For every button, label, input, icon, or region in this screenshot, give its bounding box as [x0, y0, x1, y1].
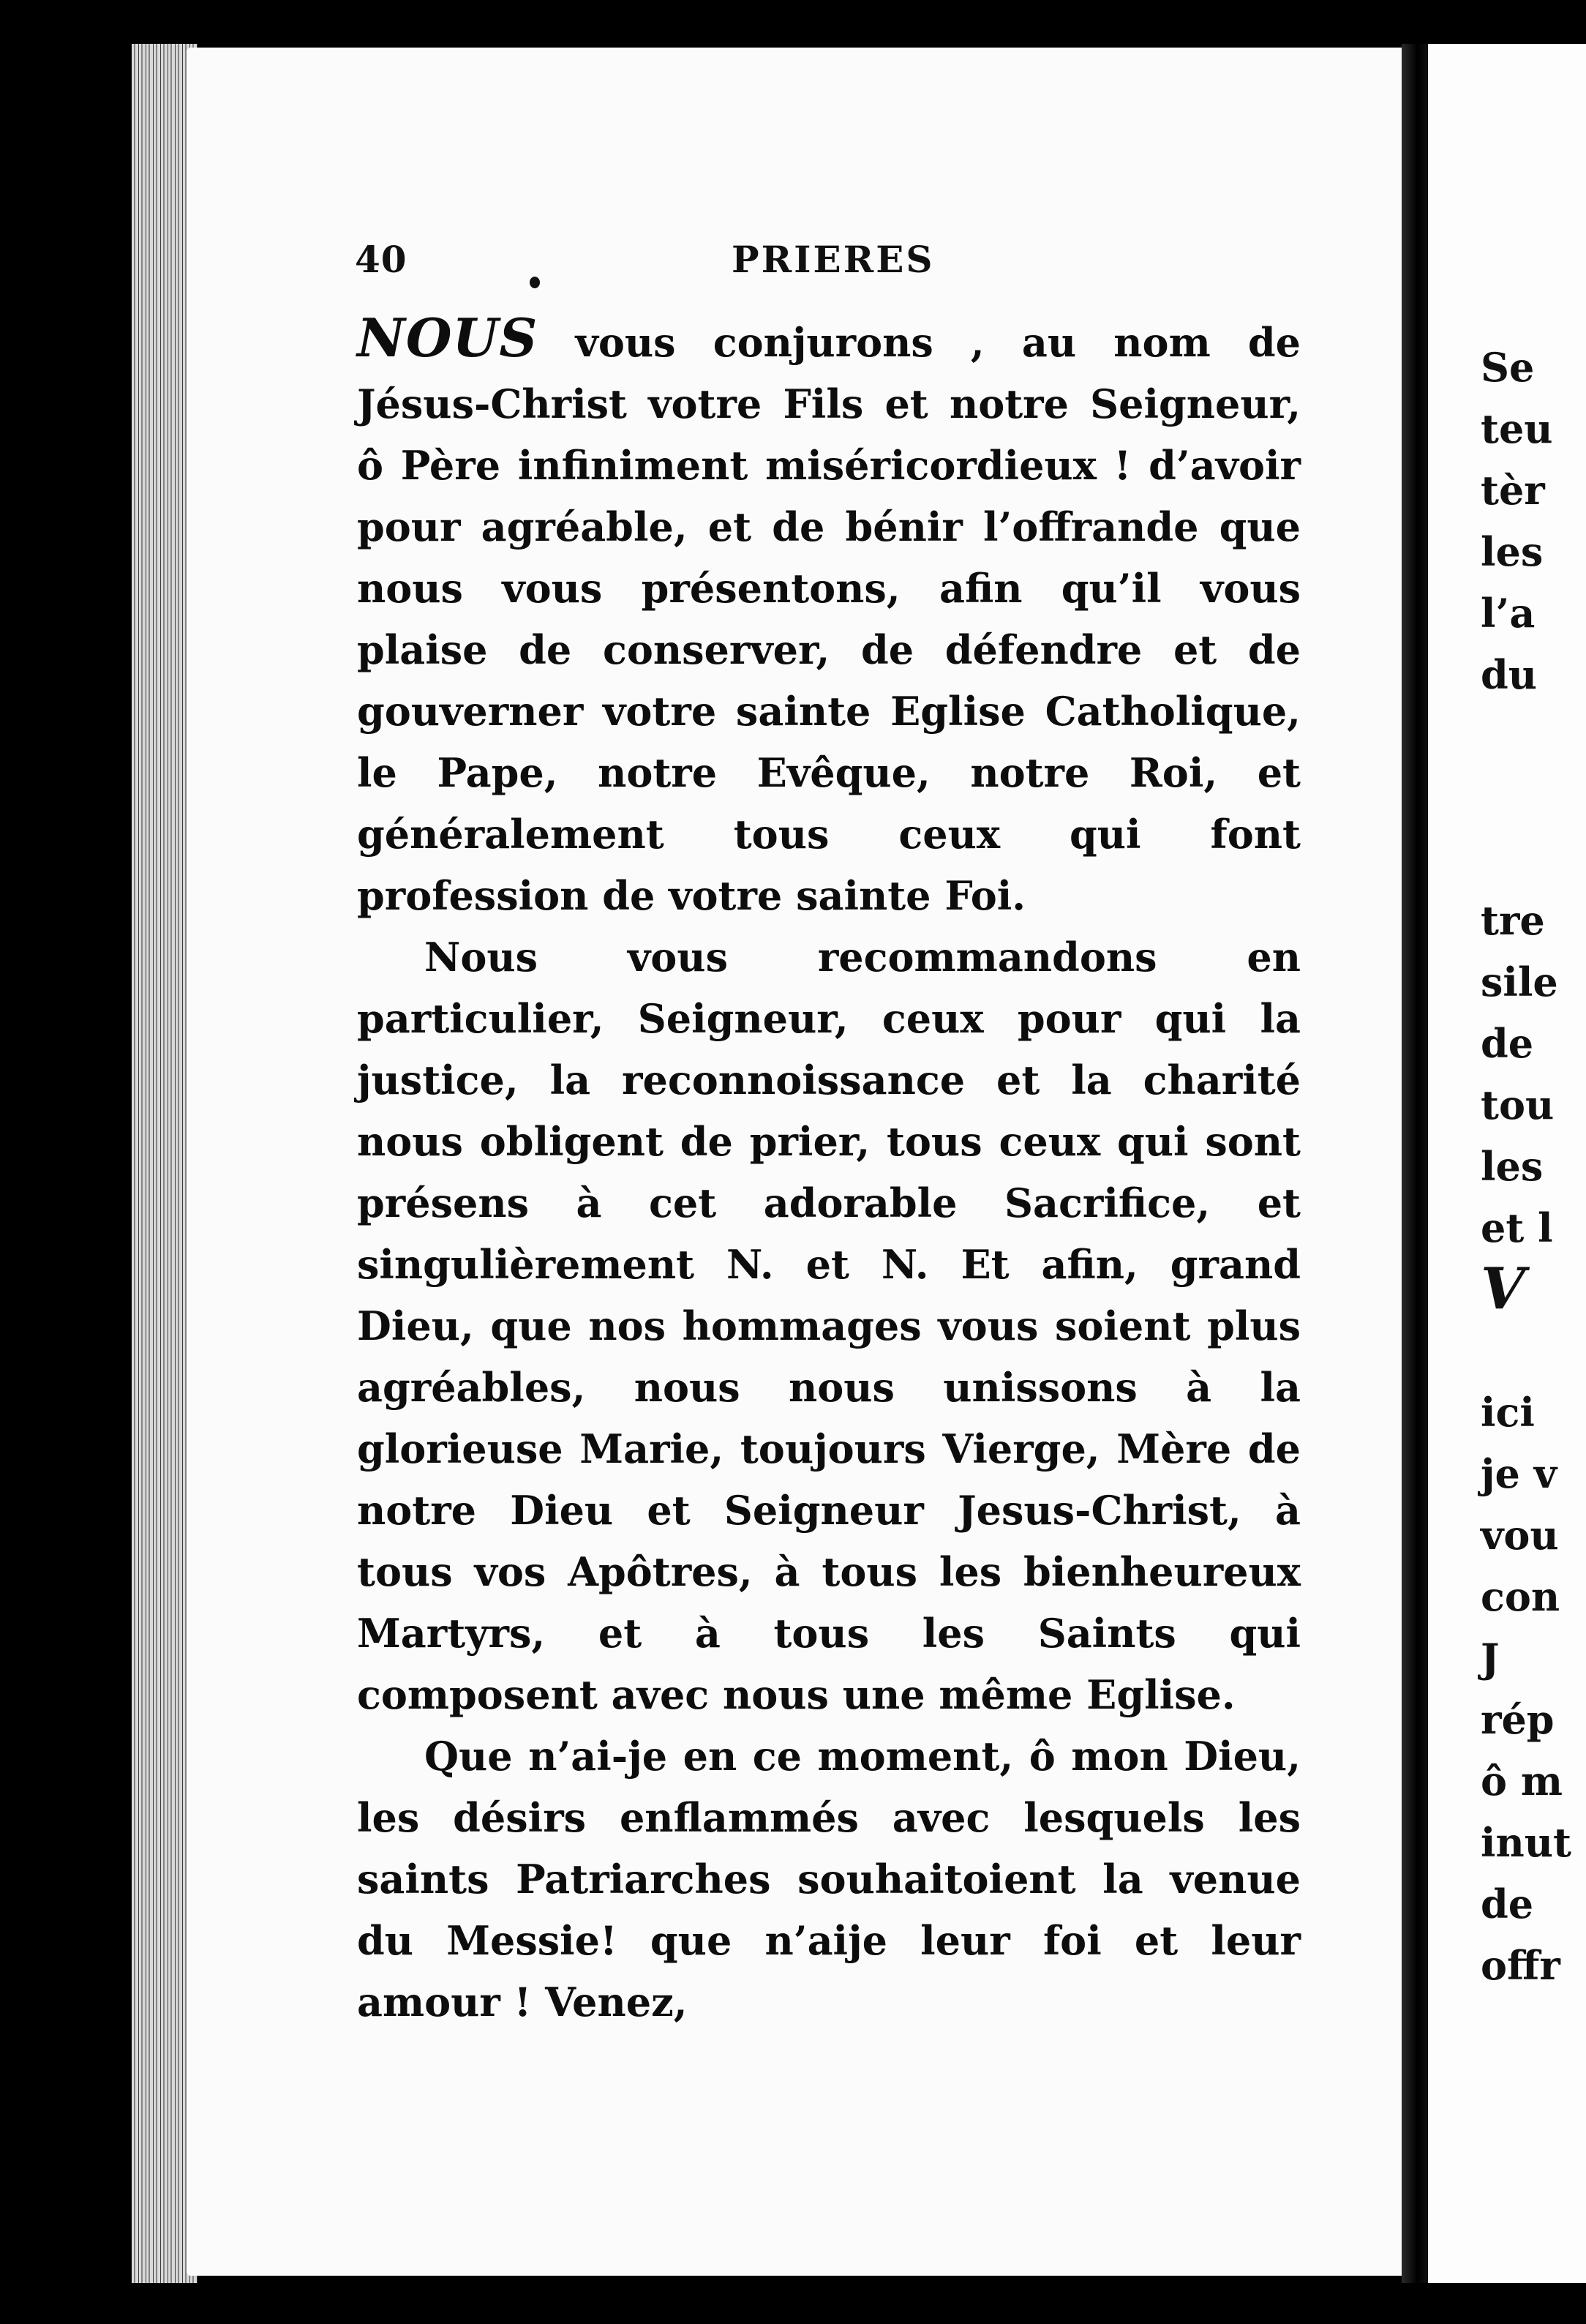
facing-line: tou — [1481, 1082, 1555, 1128]
book-gutter — [1402, 44, 1428, 2283]
facing-line: ô m — [1481, 1758, 1563, 1804]
paragraph-1-text: vous conjurons , au nom de Jésus-Christ votre Fils et notre Seigneur, ô Père infiniment miséricordieux ! d’avoir pour agréable, et de bénir l’offrande que nous vous présentons, afin qu’il vous plaise de conserver, de défendre et de gouverner votre sainte Eglise Catholique, le Pape, notre Evêque, notre Roi, et généralement tous ceux qui font profession de votre sainte Foi. — [357, 319, 1301, 919]
facing-line: V — [1481, 1256, 1525, 1322]
facing-line: de — [1481, 1881, 1534, 1927]
facing-page — [1428, 44, 1586, 2283]
dropcap-word: NOUS — [357, 307, 538, 369]
facing-line: inut — [1481, 1819, 1571, 1866]
facing-line: Se — [1481, 344, 1535, 391]
facing-line: tèr — [1481, 467, 1545, 514]
page-header — [355, 238, 1299, 289]
running-title: PRIERES — [732, 238, 935, 281]
facing-line: con — [1481, 1573, 1560, 1620]
facing-line: sile — [1481, 959, 1558, 1005]
facing-line — [1481, 828, 1571, 890]
facing-line: les — [1481, 528, 1544, 575]
facing-line — [1481, 767, 1571, 828]
facing-line: J — [1481, 1635, 1500, 1682]
facing-line: tre — [1481, 897, 1545, 944]
facing-line: l’a — [1481, 590, 1536, 637]
prayer-text — [357, 307, 1301, 2033]
facing-line: du — [1481, 651, 1538, 698]
paragraph-2: Nous vous recommandons en particulier, Seigneur, ceux pour qui la justice, la reconnoissance et la charité nous obligent de prier, tous ceux qui sont présens à cet adorable Sacrifice, et singulièrement N. et N. Et afin, grand Dieu, que nos hommages vous soient plus agréables, nous nous unissons à la glorieuse Marie, toujours Vierge, Mère de notre Dieu et Seigneur Jesus-Christ, à tous vos Apôtres, à tous les bienheureux Martyrs, et à tous les Saints qui composent avec nous une même Eglise. — [357, 934, 1301, 1718]
facing-line: rép — [1481, 1696, 1555, 1743]
facing-line — [1481, 1320, 1571, 1382]
facing-line: de — [1481, 1020, 1534, 1067]
paragraph-1 — [357, 307, 1301, 926]
facing-page-text — [1481, 337, 1571, 1996]
page-number: 40 — [355, 238, 407, 281]
facing-line: les — [1481, 1143, 1544, 1190]
facing-line — [1481, 705, 1571, 767]
paragraph-3: Que n’ai-je en ce moment, ô mon Dieu, les désirs enflammés avec lesquels les saints Patriarches souhaitoient la venue du Messie! que n’aije leur foi et leur amour ! Venez, — [357, 1733, 1301, 2025]
facing-line: offr — [1481, 1942, 1560, 1989]
facing-line: je v — [1481, 1450, 1557, 1497]
facing-line: teu — [1481, 405, 1553, 452]
ink-speck — [530, 277, 540, 288]
facing-line: et l — [1481, 1204, 1553, 1251]
facing-line: ici — [1481, 1389, 1535, 1436]
facing-line: vou — [1481, 1512, 1559, 1559]
